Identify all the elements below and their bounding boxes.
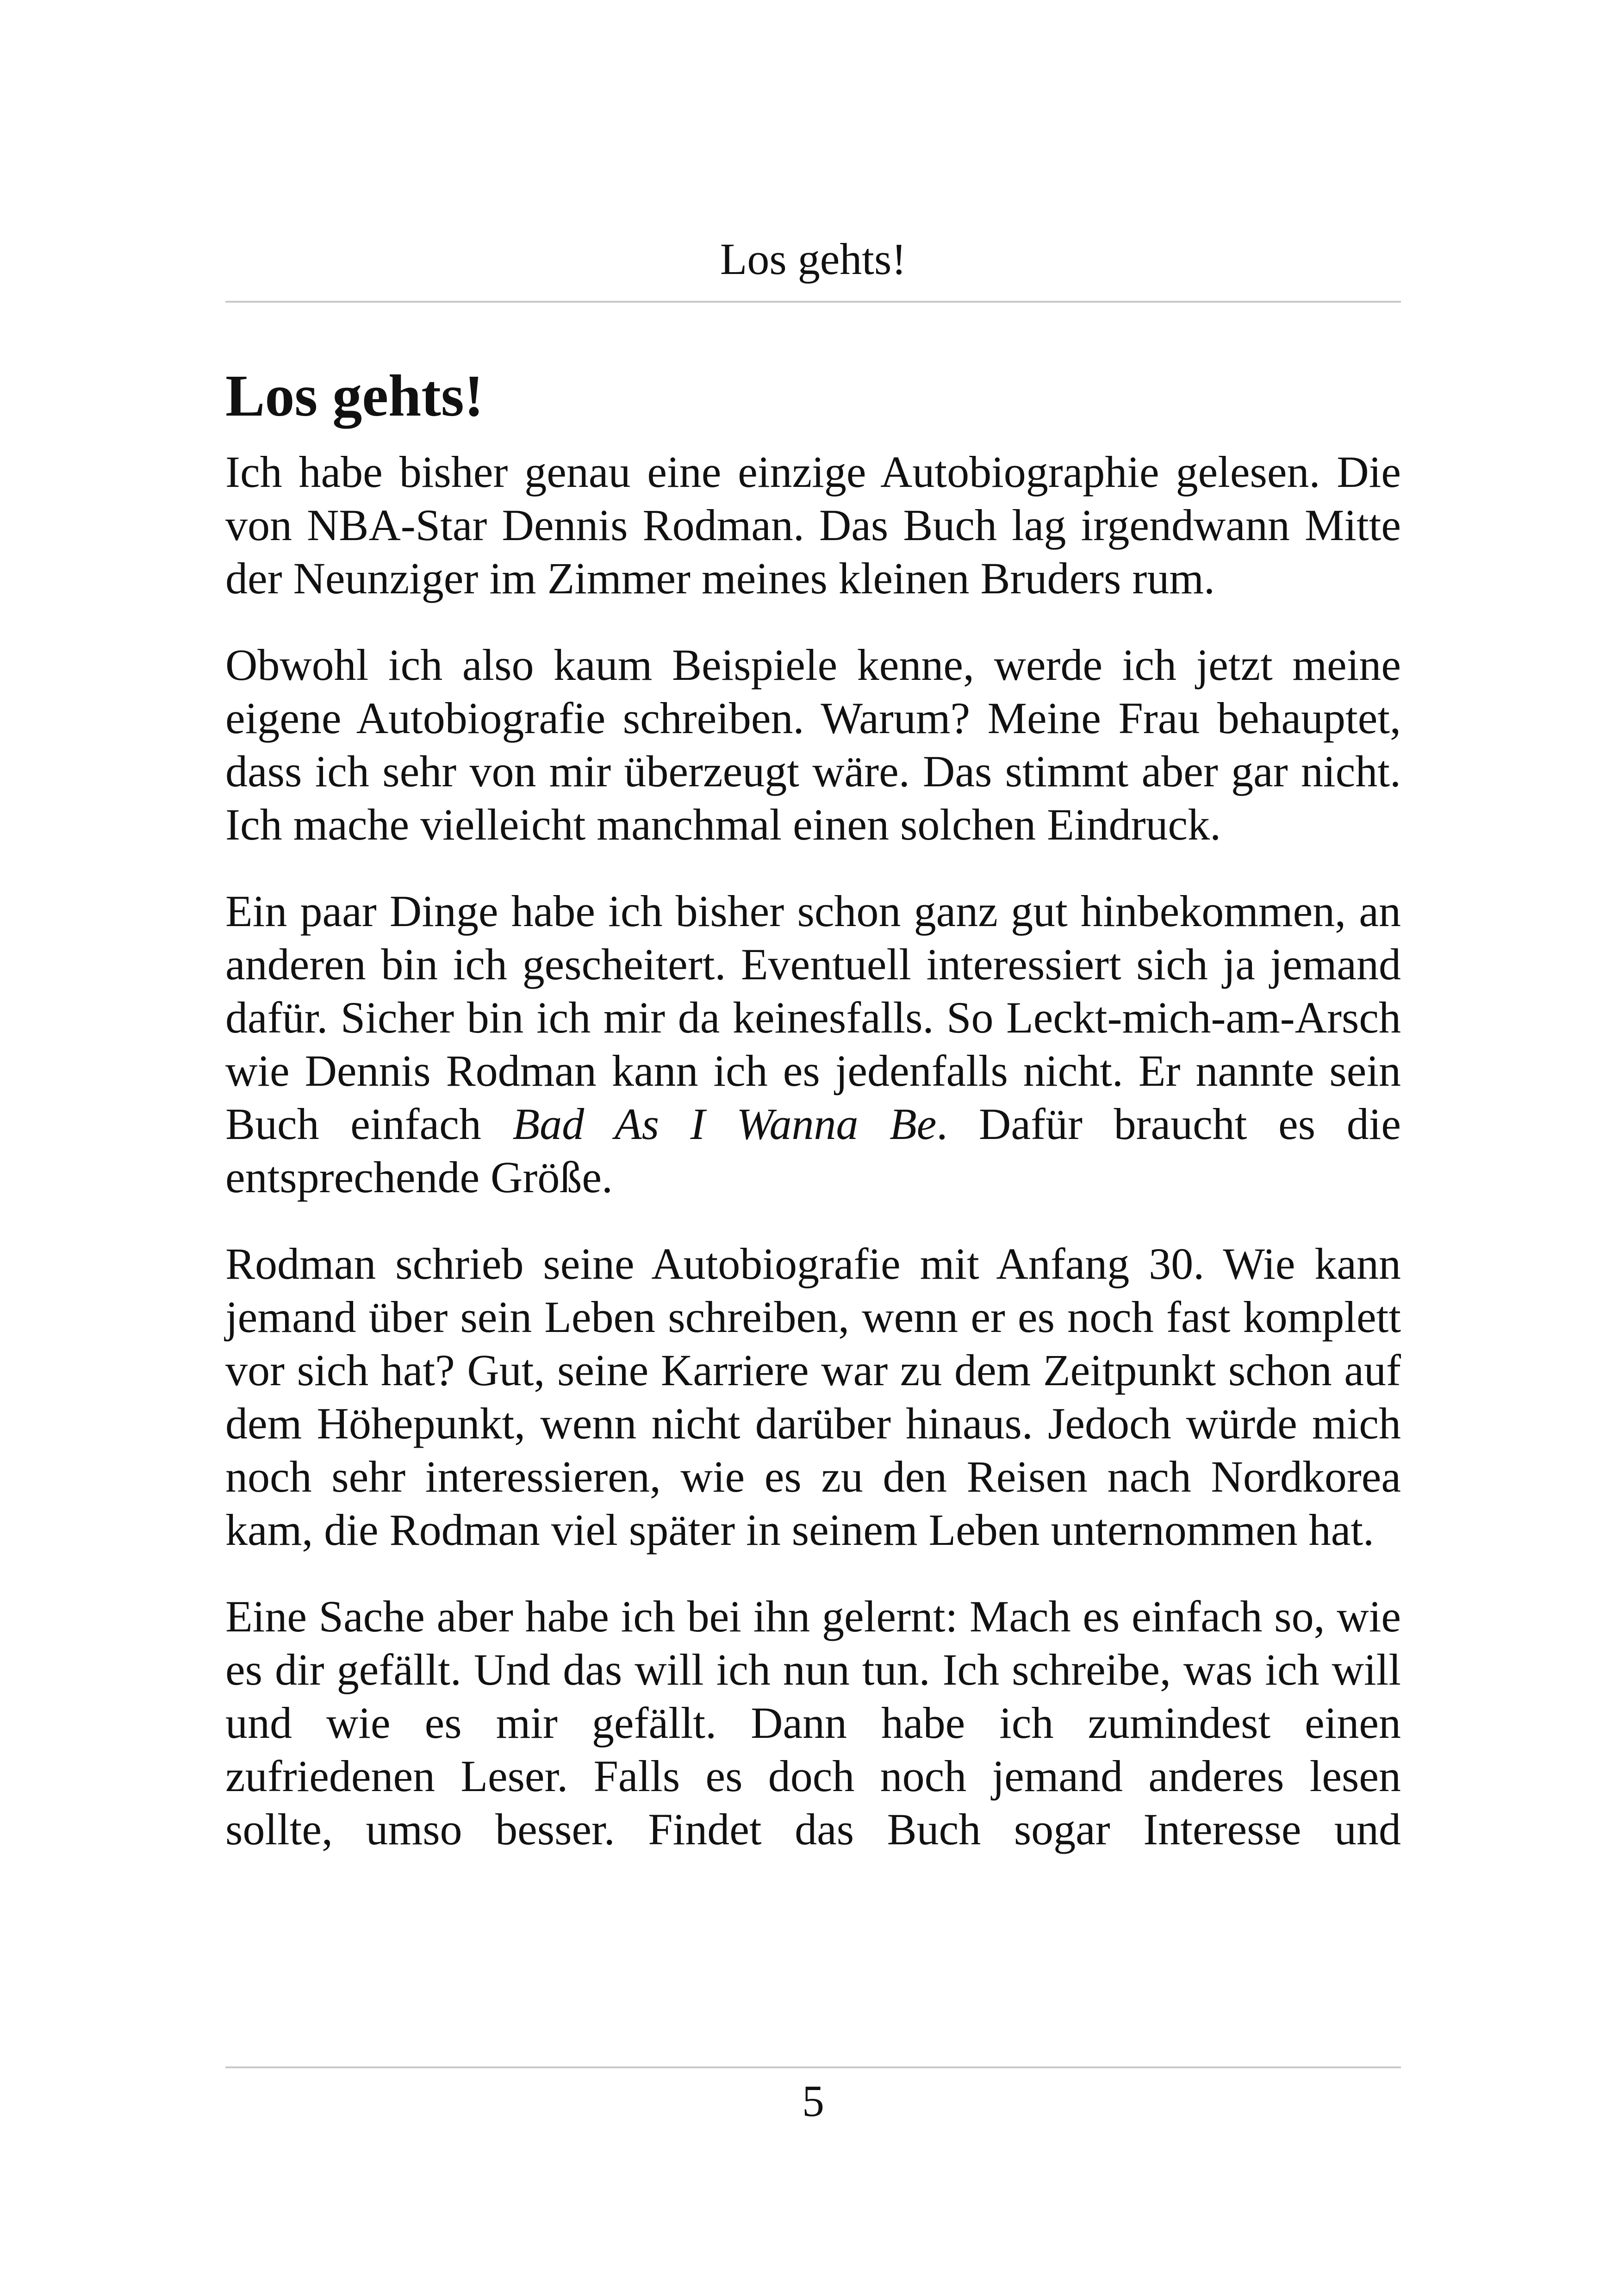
paragraph-3-text-end: . Dafür braucht es die entsprechende Größe. bbox=[225, 1099, 1401, 1202]
book-title-italic: Bad As I Wanna Be bbox=[512, 1099, 937, 1149]
header-divider bbox=[225, 301, 1401, 303]
chapter-title: Los gehts! bbox=[225, 363, 484, 429]
footer-divider bbox=[225, 2066, 1401, 2068]
paragraph-3 bbox=[225, 884, 1401, 1204]
paragraph-4: Rodman schrieb seine Autobiografie mit Anfang 30. Wie kann jemand über sein Leben schreiben, wenn er es noch fast komplett vor sich hat? Gut, seine Karriere war zu dem Zeitpunkt schon auf dem Höhepunkt, wenn nicht darüber hinaus. Jedoch würde mich noch sehr interessieren, wie es zu den Reisen nach Nordkorea kam, die Rodman viel später in seinem Leben unternommen hat. bbox=[225, 1239, 1401, 1555]
paragraph-3-text-start: Ein paar Dinge habe ich bisher schon ganz gut hinbekommen, an anderen bin ich gescheitert. Eventuell interessiert sich ja jemand dafür. Sicher bin ich mir da keinesfalls. So Leckt-mich-am-Arsch wie Dennis Rodman kann ich es jedenfalls nicht. Er nannte sein Buch einfach bbox=[225, 886, 1401, 1149]
paragraph-2: Obwohl ich also kaum Beispiele kenne, werde ich jetzt meine eigene Autobiografie schreiben. Warum? Meine Frau behauptet, dass ich sehr von mir überzeugt wäre. Das stimmt aber gar nicht. Ich mache vielleicht manchmal einen solchen Eindruck. bbox=[225, 640, 1401, 849]
paragraph-1: Ich habe bisher genau eine einzige Autobiographie gelesen. Die von NBA-Star Dennis Rodman. Das Buch lag irgendwann Mitte der Neunziger im Zimmer meines kleinen Bruders rum. bbox=[225, 447, 1401, 603]
running-header: Los gehts! bbox=[720, 234, 907, 284]
paragraph-5: Eine Sache aber habe ich bei ihn gelernt: Mach es einfach so, wie es dir gefällt. Und das will ich nun tun. Ich schreibe, was ich will und wie es mir gefällt. Dann habe ich zumindest einen zufriedenen Leser. Falls es doch noch jemand anderes lesen sollte, umso besser. Findet das Buch sogar Interesse und bbox=[225, 1592, 1401, 1854]
page-number: 5 bbox=[802, 2076, 824, 2126]
page-body bbox=[225, 356, 1401, 1856]
